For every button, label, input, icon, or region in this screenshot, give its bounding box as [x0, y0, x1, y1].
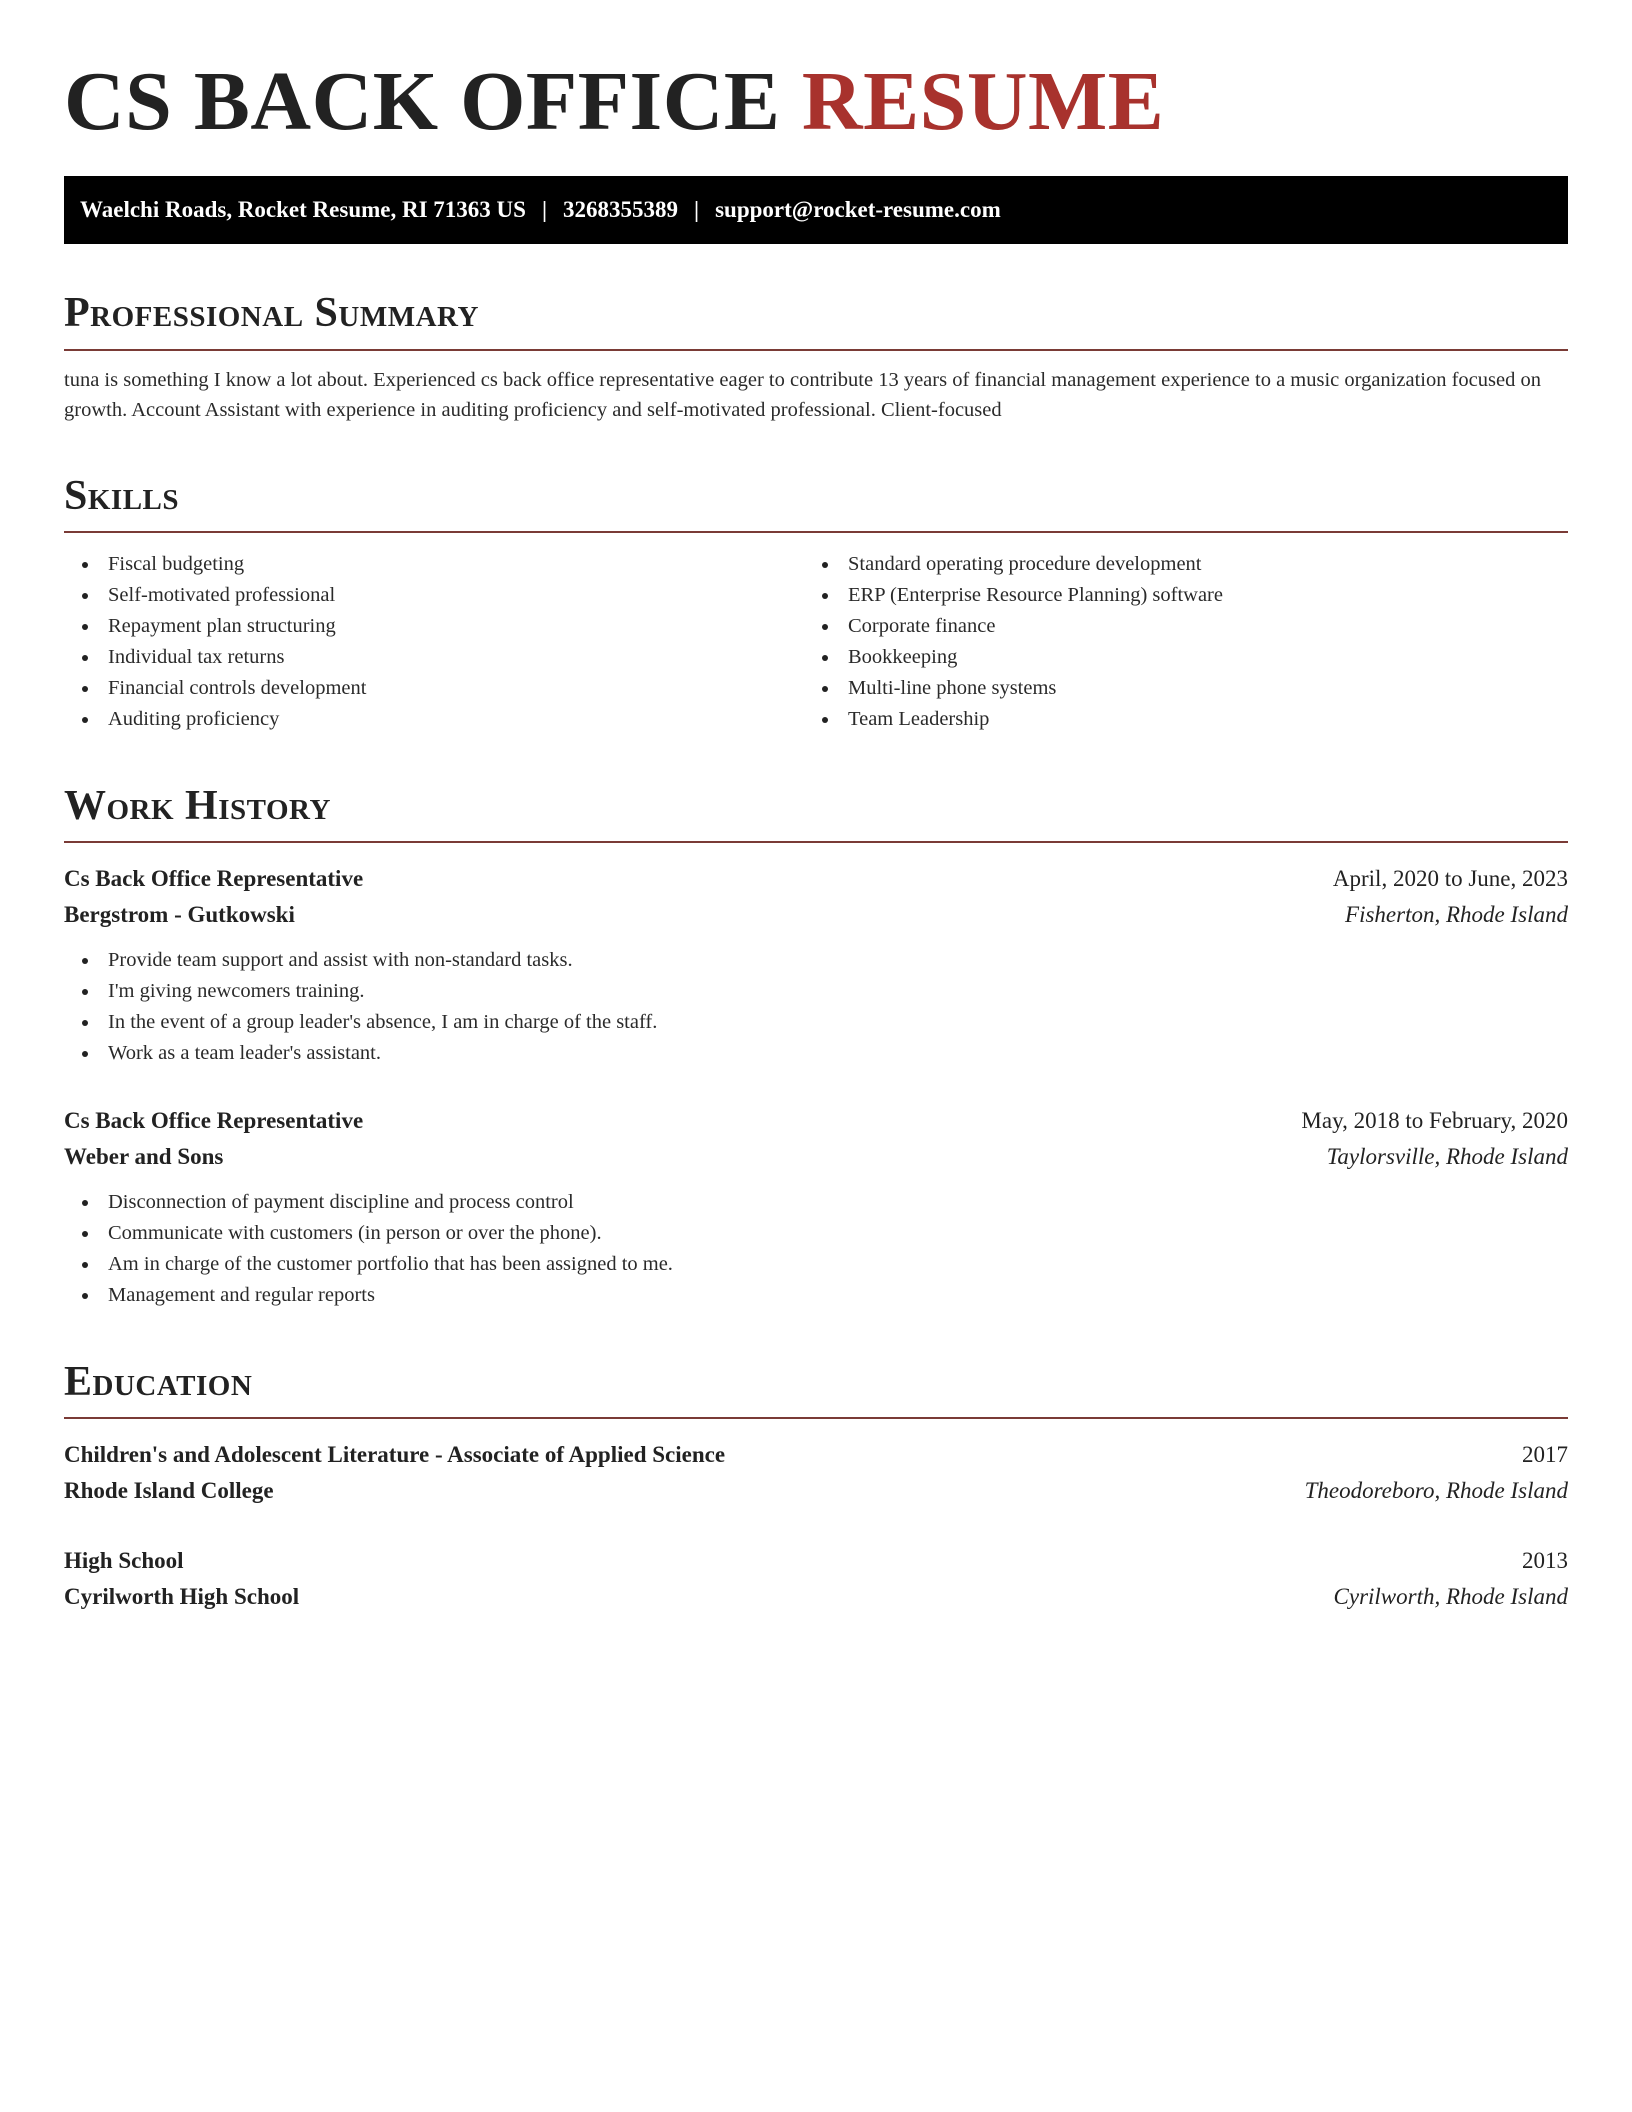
- job-bullet: I'm giving newcomers training.: [64, 976, 1568, 1007]
- education-school: Rhode Island College: [64, 1478, 274, 1504]
- skill-item: Auditing proficiency: [64, 704, 804, 735]
- contact-phone: 3268355389: [563, 197, 679, 223]
- job-bullet: Am in charge of the customer portfolio that has been assigned to me.: [64, 1249, 1568, 1280]
- summary-text: tuna is something I know a lot about. Experienced cs back office representative eager to contribute 13 years of financial management experience to a music organization focused on growth. Account Assistant with experience in auditing proficiency and self-motivated professional. Client-focused: [64, 368, 1541, 421]
- skill-item: Repayment plan structuring: [64, 611, 804, 642]
- education-year: 2013: [1522, 1548, 1568, 1574]
- job-entry: [64, 861, 1568, 1069]
- job-bullet: Management and regular reports: [64, 1280, 1568, 1311]
- education-degree: Children's and Adolescent Literature - Associate of Applied Science: [64, 1442, 726, 1468]
- skill-item: Bookkeeping: [804, 642, 1544, 673]
- education-location: Cyrilworth, Rhode Island: [1333, 1584, 1568, 1610]
- education-row: [64, 1473, 1568, 1509]
- education-entry: [64, 1543, 1568, 1615]
- contact-bar: [64, 176, 1568, 244]
- job-location: Taylorsville, Rhode Island: [1326, 1143, 1568, 1169]
- job-company: Bergstrom - Gutkowski: [64, 901, 295, 927]
- job-bullets: [64, 945, 1568, 1069]
- skills-list: [64, 549, 1568, 735]
- job-title: Cs Back Office Representative: [64, 865, 364, 891]
- job-entry: [64, 1103, 1568, 1311]
- job-row: [64, 861, 1568, 897]
- education-school: Cyrilworth High School: [64, 1584, 300, 1610]
- work-heading: Work History: [64, 783, 1568, 843]
- job-bullet: Provide team support and assist with non-standard tasks.: [64, 945, 1568, 976]
- job-location: Fisherton, Rhode Island: [1345, 901, 1568, 927]
- job-dates: April, 2020 to June, 2023: [1332, 865, 1568, 891]
- education-year: 2017: [1522, 1442, 1568, 1468]
- contact-address: Waelchi Roads, Rocket Resume, RI 71363 US: [80, 197, 526, 223]
- job-title: Cs Back Office Representative: [64, 1107, 364, 1133]
- job-bullet: Disconnection of payment discipline and process control: [64, 1187, 1568, 1218]
- contact-email: support@rocket-resume.com: [715, 197, 1001, 223]
- contact-separator: |: [541, 197, 548, 223]
- summary-heading: Professional Summary: [64, 290, 1568, 350]
- education-location: Theodoreboro, Rhode Island: [1304, 1478, 1568, 1504]
- education-entry: [64, 1437, 1568, 1509]
- education-row: [64, 1543, 1568, 1579]
- resume-title: [64, 56, 1568, 148]
- job-bullet: Communicate with customers (in person or over the phone).: [64, 1218, 1568, 1249]
- skill-item: Self-motivated professional: [64, 580, 804, 611]
- skill-item: Multi-line phone systems: [804, 673, 1544, 704]
- education-row: [64, 1437, 1568, 1473]
- title-accent: RESUME: [801, 55, 1165, 148]
- skills-column-right: [804, 549, 1544, 735]
- job-company: Weber and Sons: [64, 1143, 224, 1169]
- skill-item: ERP (Enterprise Resource Planning) software: [804, 580, 1544, 611]
- skill-item: Team Leadership: [804, 704, 1544, 735]
- job-row: [64, 1139, 1568, 1175]
- skills-column-left: [64, 549, 804, 735]
- title-main: CS BACK OFFICE: [64, 55, 802, 148]
- education-degree: High School: [64, 1548, 184, 1574]
- skill-item: Fiscal budgeting: [64, 549, 804, 580]
- job-bullet: Work as a team leader's assistant.: [64, 1038, 1568, 1069]
- skill-item: Financial controls development: [64, 673, 804, 704]
- job-bullets: [64, 1187, 1568, 1311]
- contact-separator: |: [694, 197, 700, 223]
- job-dates: May, 2018 to February, 2020: [1301, 1107, 1568, 1133]
- skill-item: Corporate finance: [804, 611, 1544, 642]
- job-bullet: In the event of a group leader's absence, I am in charge of the staff.: [64, 1007, 1568, 1038]
- skill-item: Individual tax returns: [64, 642, 804, 673]
- education-row: [64, 1579, 1568, 1615]
- skill-item: Standard operating procedure development: [804, 549, 1544, 580]
- education-heading: Education: [64, 1359, 1568, 1419]
- job-row: [64, 897, 1568, 933]
- job-row: [64, 1103, 1568, 1139]
- skills-heading: Skills: [64, 473, 1568, 533]
